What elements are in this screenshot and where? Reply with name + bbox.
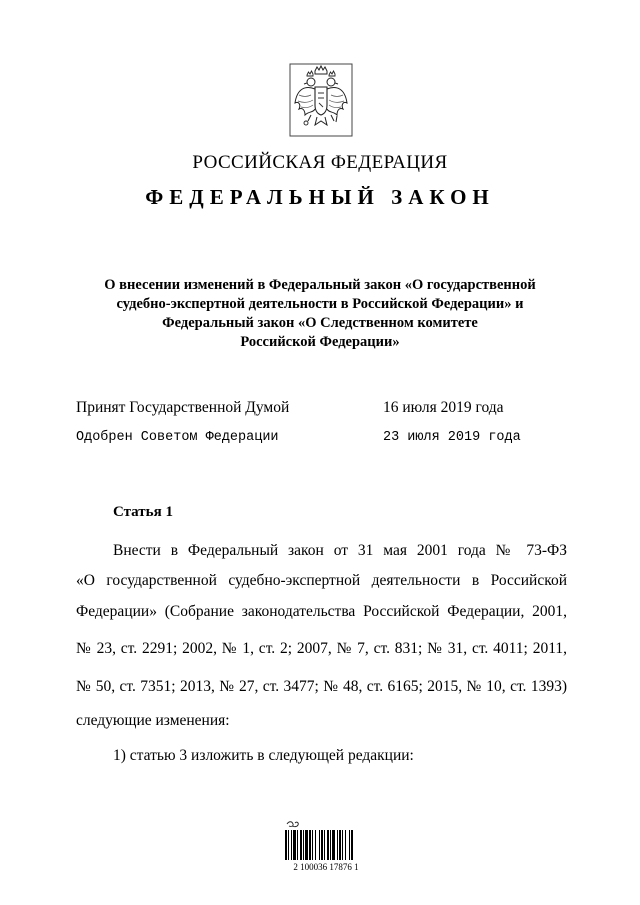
adoption-label: Одобрен Советом Федерации (76, 430, 279, 445)
article-text-line: Внести в Федеральный закон от 31 мая 2001 года № 73-ФЗ (113, 542, 567, 559)
russian-coat-of-arms-icon (289, 63, 353, 137)
barcode-icon (281, 820, 371, 862)
barcode-number: 2 100036 17876 1 (293, 862, 359, 872)
article-text-line: Федерации» (Собрание законодательства Российской Федерации, 2001, (76, 603, 567, 620)
article-item: 1) статью 3 изложить в следующей редакции: (113, 747, 414, 764)
document-mark-icon (287, 822, 298, 827)
law-title-line: Федеральный закон «О Следственном комитете (162, 315, 478, 331)
article-text-line: № 23, ст. 2291; 2002, № 1, ст. 2; 2007, № 7, ст. 831; № 31, ст. 4011; 2011, (76, 640, 567, 657)
article-heading: Статья 1 (113, 504, 173, 520)
country-name: РОССИЙСКАЯ ФЕДЕРАЦИЯ (192, 152, 448, 173)
adoption-label: Принят Государственной Думой (76, 399, 290, 416)
adoption-date: 16 июля 2019 года (383, 399, 504, 416)
law-type-heading: ФЕДЕРАЛЬНЫЙ ЗАКОН (145, 185, 495, 209)
article-text-line: № 50, ст. 7351; 2013, № 27, ст. 3477; № 48, ст. 6165; 2015, № 10, ст. 1393) (76, 678, 567, 695)
law-title-line: О внесении изменений в Федеральный закон «О государственной (104, 277, 536, 293)
law-title (60, 276, 580, 352)
law-title-line: Российской Федерации» (240, 334, 400, 350)
article-text-line: «О государственной судебно-экспертной деятельности в Российской (76, 572, 567, 589)
adoption-date: 23 июля 2019 года (383, 430, 521, 445)
barcode (281, 820, 371, 880)
article-text-line: следующие изменения: (76, 712, 230, 729)
law-title-line: судебно-экспертной деятельности в Российской Федерации» и (116, 296, 524, 312)
